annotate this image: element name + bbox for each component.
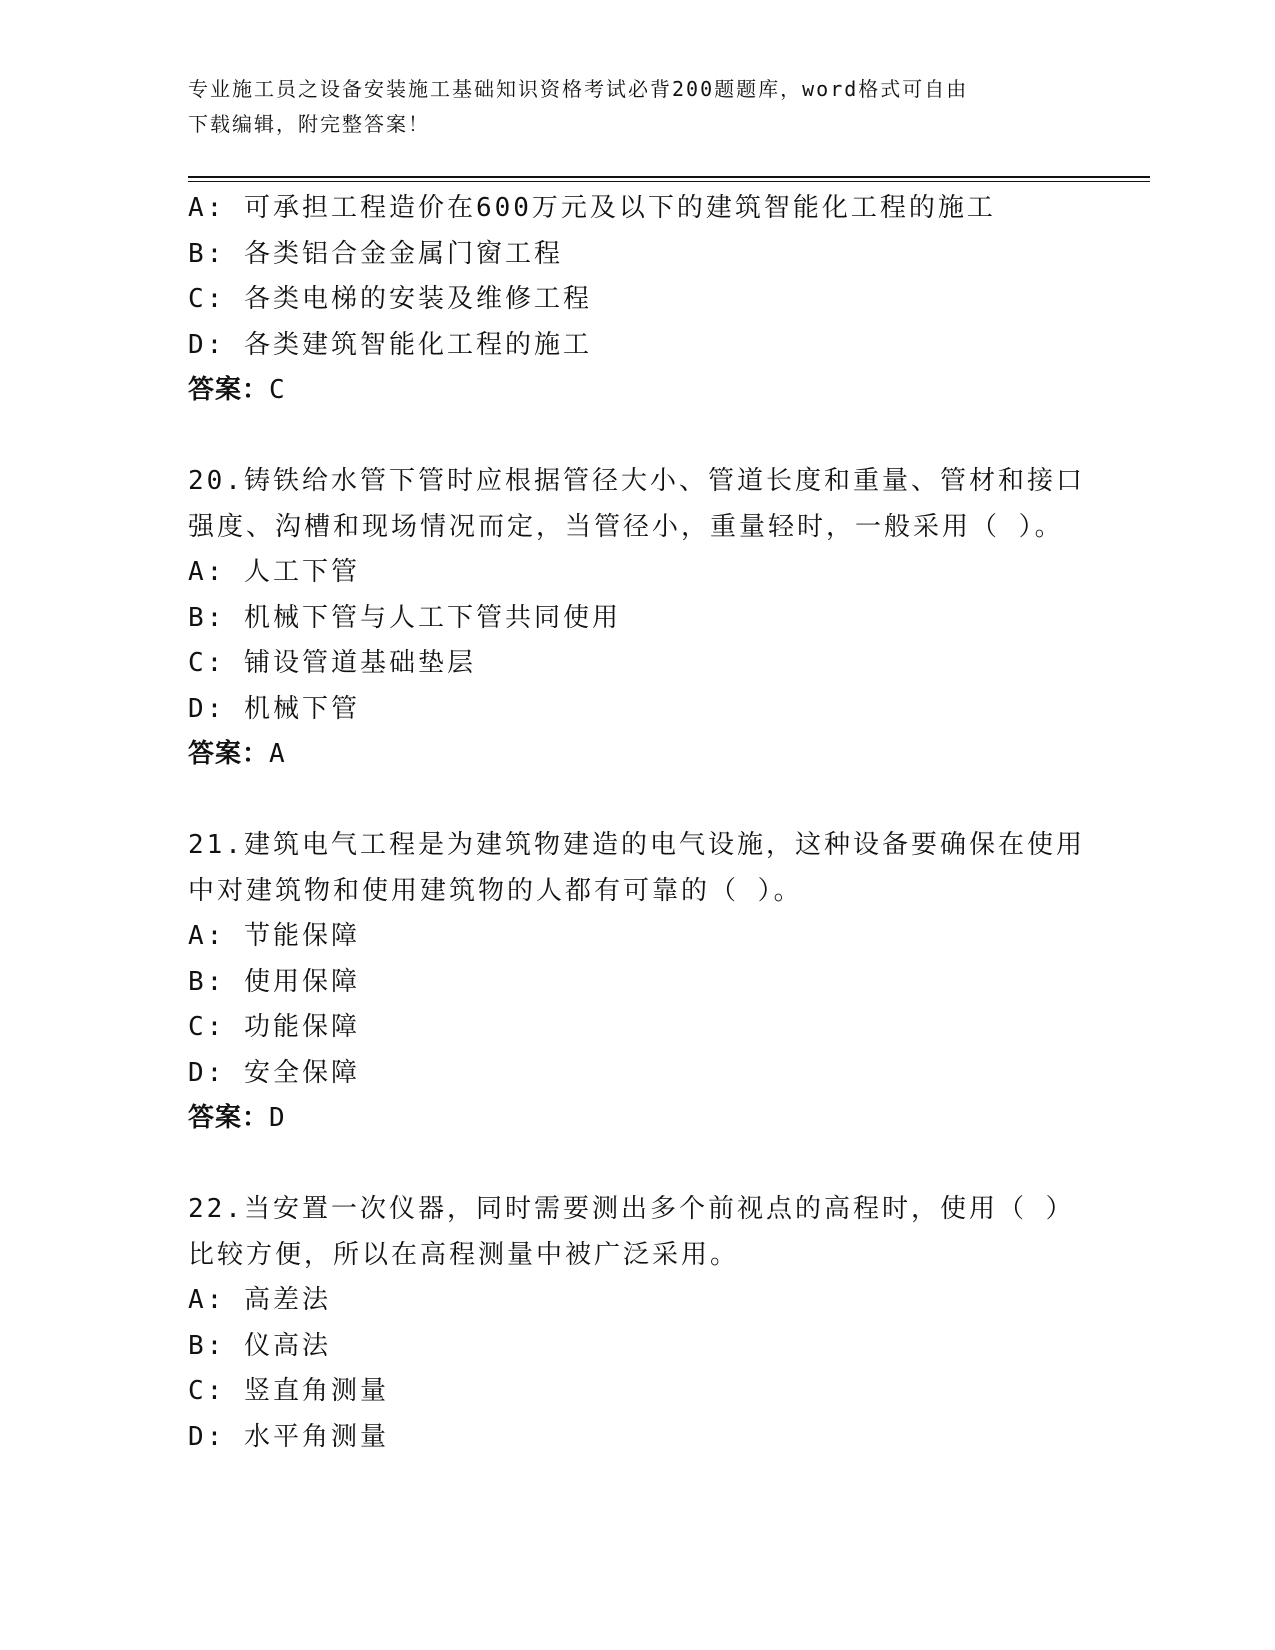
answer-value: C xyxy=(269,375,286,405)
question-text-line-2: 强度、沟槽和现场情况而定，当管径小，重量轻时，一般采用（ ）。 xyxy=(188,511,1064,542)
question-text-line-1: 22.当安置一次仪器，同时需要测出多个前视点的高程时，使用（ ） xyxy=(188,1194,1075,1224)
header-rule-thick xyxy=(188,176,1150,178)
answer-line xyxy=(188,732,1148,778)
option-a: A: 高差法 xyxy=(188,1285,331,1315)
question-text-line-2: 中对建筑物和使用建筑物的人都有可靠的（ ）。 xyxy=(188,875,803,906)
option-a: A: 人工下管 xyxy=(188,557,360,587)
answer-label: 答案： xyxy=(188,1103,270,1133)
option-c: C: 竖直角测量 xyxy=(188,1376,389,1406)
option-d: D: 水平角测量 xyxy=(188,1421,389,1452)
option-c: C: 各类电梯的安装及维修工程 xyxy=(188,284,592,314)
answer-line xyxy=(188,368,1148,414)
option-b: B: 各类铝合金金属门窗工程 xyxy=(188,238,563,269)
option-c: C: 功能保障 xyxy=(188,1012,360,1042)
answer-label: 答案： xyxy=(188,739,270,769)
question-21-block xyxy=(188,823,1148,1142)
question-text-line-2: 比较方便，所以在高程测量中被广泛采用。 xyxy=(188,1239,740,1270)
answer-label: 答案： xyxy=(188,375,270,405)
question-19-block xyxy=(188,186,1148,414)
question-text-line-1: 21.建筑电气工程是为建筑物建造的电气设施，这种设备要确保在使用 xyxy=(188,830,1085,860)
option-b: B: 仪高法 xyxy=(188,1330,331,1361)
option-d: D: 机械下管 xyxy=(188,693,360,724)
option-c: C: 铺设管道基础垫层 xyxy=(188,648,476,678)
option-d: D: 各类建筑智能化工程的施工 xyxy=(188,329,592,360)
question-20-block xyxy=(188,459,1148,778)
header-line-2: 下载编辑，附完整答案！ xyxy=(188,112,430,136)
question-text-line-1: 20.铸铁给水管下管时应根据管径大小、管道长度和重量、管材和接口 xyxy=(188,466,1085,496)
option-d: D: 安全保障 xyxy=(188,1057,360,1088)
option-a: A: 可承担工程造价在600万元及以下的建筑智能化工程的施工 xyxy=(188,193,996,223)
option-b: B: 使用保障 xyxy=(188,966,360,997)
document-header xyxy=(188,72,1088,142)
header-rule-thin xyxy=(188,181,1150,182)
answer-value: A xyxy=(269,739,286,769)
question-22-block xyxy=(188,1187,1148,1460)
answer-line xyxy=(188,1096,1148,1142)
option-a: A: 节能保障 xyxy=(188,921,360,951)
document-body xyxy=(188,186,1148,1460)
answer-value: D xyxy=(269,1103,286,1133)
header-line-1: 专业施工员之设备安装施工基础知识资格考试必背200题题库，word格式可自由 xyxy=(188,77,969,101)
option-b: B: 机械下管与人工下管共同使用 xyxy=(188,602,621,633)
